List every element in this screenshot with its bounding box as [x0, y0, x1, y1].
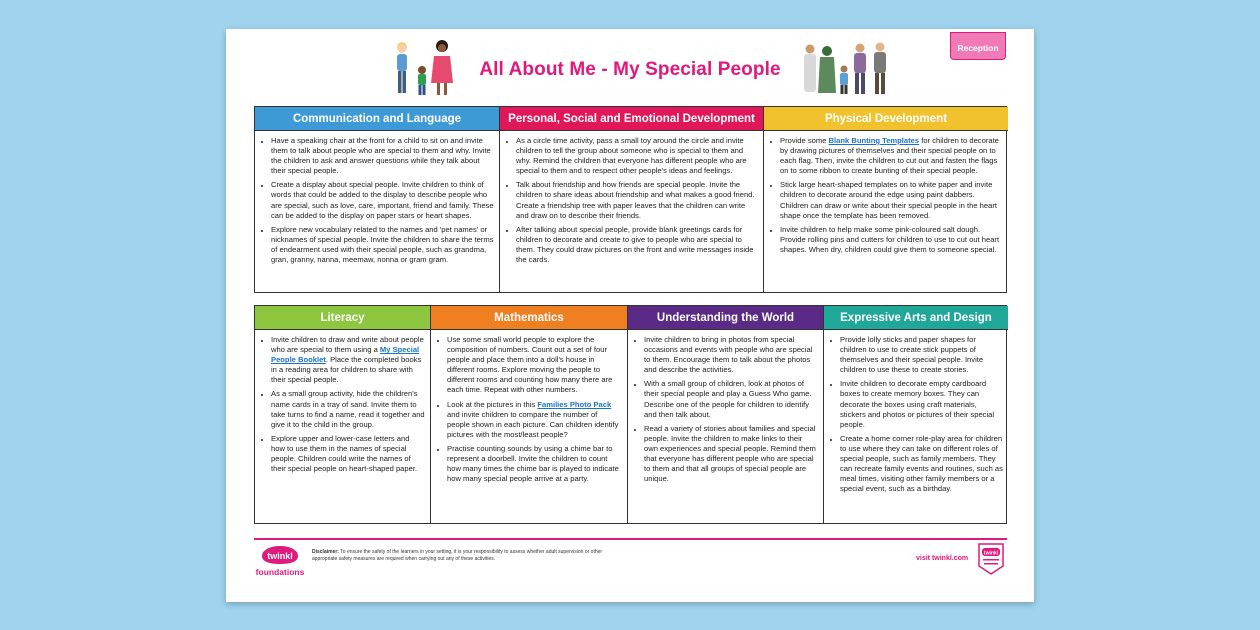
activity-list	[255, 131, 499, 269]
area-heading: Physical Development	[764, 107, 1008, 131]
activity-item	[780, 136, 1003, 176]
activity-text: and invite children to compare the number of people shown in each picture. Can children identify pictures with the most/least people?	[447, 409, 619, 439]
activity-text: Provide some	[780, 136, 829, 145]
footer-divider	[254, 538, 1007, 540]
seal-text: twinkl	[983, 550, 999, 557]
disclaimer-label: Disclaimer:	[312, 549, 339, 555]
activity-item	[644, 379, 818, 419]
activity-text: . Place the completed books in a reading area for children to share with their special people.	[271, 355, 422, 385]
activity-item	[780, 180, 1003, 220]
resource-link[interactable]: Families Photo Pack	[537, 399, 612, 409]
activity-text: Explore new vocabulary related to the names and 'pet names' or nicknames of special people. Invite the children to share the terms of endearment used with their special people, such as grandma, gran, granny, nanna, meemaw, nonna or gram gram.	[271, 224, 494, 265]
activity-list	[824, 330, 1008, 498]
page-title: All About Me - My Special People	[479, 59, 781, 80]
activity-text: Use some small world people to explore the composition of numbers. Count out a set of four people and place them into a doll's house in different rooms. Explore moving the people to different rooms and counting how many there are each time. Repeat with other numbers.	[447, 335, 613, 395]
activity-item	[271, 434, 425, 474]
activity-item	[644, 335, 818, 375]
activity-text: Explore upper and lower-case letters and how to use them in the names of special people. Children could write the names of their special people on heart-shaped paper.	[271, 433, 418, 474]
area-literacy	[255, 306, 431, 523]
area-heading: Personal, Social and Emotional Development	[500, 107, 763, 131]
activity-text: Read a variety of stories about families and special people. Invite the children to make links to their own experiences and special people. Remind them that everyone has different people who are special to them and that all groups of special people are unique.	[644, 423, 816, 484]
activity-text: As a small group activity, hide the children's name cards in a tray of sand. Invite them to take turns to find a name, read it together and give it to the child in the group.	[271, 389, 425, 429]
activity-text: Invite children to decorate empty cardboard boxes to create memory boxes. They can decorate the boxes using craft materials, stickers and photos or pictures of their special people.	[840, 379, 995, 429]
activity-text: Have a speaking chair at the front for a child to sit on and invite them to talk about people who are special to them and why. Invite the children to ask and answer questions while they talk about their special people.	[271, 136, 491, 176]
activity-text: Look at the pictures in this	[447, 399, 538, 409]
area-personal-social-and-emotional-development	[500, 107, 764, 292]
activity-item	[516, 180, 758, 220]
activity-item	[271, 335, 425, 385]
family-illustration-right	[800, 39, 892, 101]
resource-link[interactable]: Blank Bunting Templates	[828, 136, 920, 145]
activity-item	[271, 389, 425, 429]
activity-list	[764, 131, 1008, 259]
area-heading: Expressive Arts and Design	[824, 306, 1008, 330]
activity-list	[431, 330, 627, 488]
activity-text: Provide lolly sticks and paper shapes for children to use to create stick puppets of themselves and their special people. Invite children to use these to create stories.	[840, 335, 984, 375]
activity-text: Create a display about special people. Invite children to think of words that could be added to the display to describe people who are special, such as love, care, important, friend and family. These can be added to the display on paper stars or heart shapes.	[271, 180, 494, 220]
activity-item	[271, 180, 494, 220]
activity-item	[271, 136, 494, 176]
activity-text: With a small group of children, look at photos of their special people and play a Guess Who game. Describe one of the people for children to identify and then talk about.	[644, 379, 812, 419]
disclaimer-text: To ensure the safety of the learners in your setting, it is your responsibility to assess whether adult supervision or other appropriate safety measures are required when carrying out any of these activities.	[312, 549, 603, 562]
activity-text: Invite children to draw and write about people who are special to them using a	[271, 335, 424, 355]
activity-item	[840, 379, 1003, 429]
disclaimer	[312, 549, 622, 563]
activity-text: Invite children to help make some pink-coloured salt dough. Provide rolling pins and cutters for children to use to cut out heart shapes. When dry, children could give them to someone special.	[780, 224, 1000, 254]
area-mathematics	[431, 306, 628, 523]
activity-list	[255, 330, 430, 478]
activity-list	[500, 131, 763, 269]
activity-item	[447, 400, 622, 440]
activity-text: for children to decorate by drawing pictures of themselves and their special people on to each flag. Then, invite the children to cut out and fasten the flags on to some ribbon to create bunting of their special people.	[780, 136, 999, 176]
activity-item	[447, 444, 622, 484]
quality-seal-icon	[976, 542, 1006, 576]
resource-sheet	[226, 29, 1034, 602]
activity-text: As a circle time activity, pass a small toy around the circle and invite children to tell the group about someone who is special to them and why. Remind the children that everyone has different people who are special to them and to respect other people's ideas and feelings.	[516, 136, 747, 176]
area-communication-and-language	[255, 107, 500, 292]
logo-text-top: twinkl	[267, 551, 293, 561]
resource-link[interactable]: My Special People Booklet	[271, 345, 420, 365]
activity-text: After talking about special people, provide blank greetings cards for children to decorate and create to give to people who are special to them. They could draw pictures on the front and write messages inside the cards.	[516, 224, 754, 265]
activity-text: Talk about friendship and how friends are special people. Invite the children to share ideas about friendship and what makes a good friend. Create a friendship tree with paper leaves that the children can write and draw on to describe their friends.	[516, 180, 755, 220]
visit-link[interactable]: visit twinkl.com	[916, 555, 969, 562]
area-understanding-the-world	[628, 306, 824, 523]
activity-text: Practise counting sounds by using a chime bar to represent a doorbell. Invite the children to count how many times the chime bar is played to indicate how many special people arrive at a party.	[447, 443, 619, 484]
activity-item	[516, 225, 758, 265]
activity-text: Invite children to bring in photos from special occasions and events with people who are special to them. Encourage them to talk about the photos and describe the activities.	[644, 335, 813, 375]
activity-item	[516, 136, 758, 176]
activity-item	[447, 335, 622, 396]
activity-item	[271, 225, 494, 265]
activity-text: Stick large heart-shaped templates on to white paper and invite children to decorate around the edge using paint dabbers. Children can draw or write about their special people in the heart shape once the template has been removed.	[780, 180, 997, 220]
twinkl-foundations-logo[interactable]	[254, 544, 306, 582]
area-heading: Communication and Language	[255, 107, 499, 131]
activity-item	[780, 225, 1003, 255]
area-physical-development	[764, 107, 1008, 292]
activity-item	[840, 434, 1003, 495]
activity-text: Create a home corner role-play area for children to use where they can take on different roles of special people, such as family members. They can recreate family events and routines, such as meal times, visiting other family members or a special event, such as a birthday.	[840, 433, 1003, 494]
reception-badge: Reception	[950, 32, 1006, 60]
top-areas-grid	[254, 106, 1007, 293]
bottom-areas-grid	[254, 305, 1007, 524]
activity-item	[644, 424, 818, 485]
logo-text-bottom: foundations	[255, 567, 305, 577]
area-heading: Understanding the World	[628, 306, 823, 330]
area-heading: Mathematics	[431, 306, 627, 330]
area-heading: Literacy	[255, 306, 430, 330]
activity-item	[840, 335, 1003, 375]
area-expressive-arts-and-design	[824, 306, 1008, 523]
activity-list	[628, 330, 823, 488]
